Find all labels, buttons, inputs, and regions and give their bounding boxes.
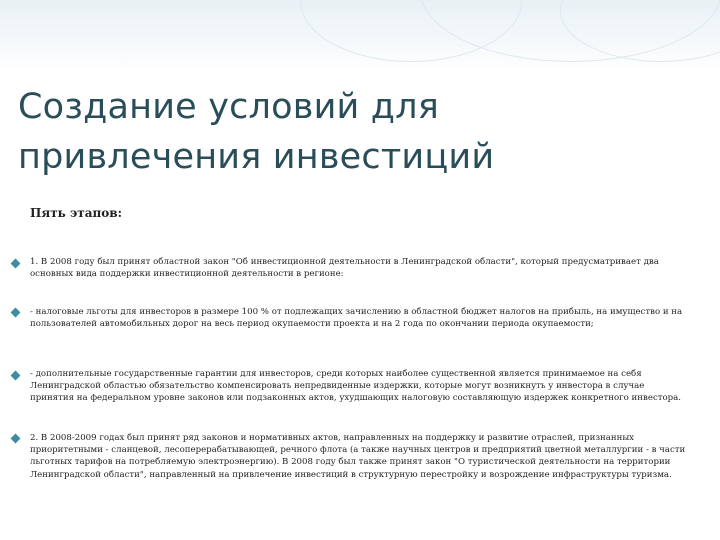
bullet-marker: [11, 308, 21, 318]
slide-subtitle: Пять этапов:: [30, 206, 123, 220]
bullet-marker: [11, 259, 21, 269]
list-item: 2. В 2008-2009 годах был принят ряд законов и нормативных актов, направленных на поддержку и развитие отраслей, признанных приоритетными - сланцевой, лесоперерабатывающей, речного флота (а также научных центров и предприятий цветной металлургии - в части льготных тарифов на потребляемую электроэнергию). В 2008 году был также принят закон "О туристической деятельности на территории Ленинградской области", направленный на привлечение инвестиций в структурную перестройку и возрождение инфраструктуры туризма.: [30, 433, 686, 480]
bullet-marker: [11, 371, 21, 381]
list-item: 1. В 2008 году был принят областной закон "Об инвестиционной деятельности в Ленинградской области", который предусматривает два основных вида поддержки инвестиционной деятельности в регионе:: [30, 257, 659, 280]
list-item: - дополнительные государственные гарантии для инвесторов, среди которых наиболее существенной является принимаемое на себя Ленинградской областью обязательство компенсировать непредвиденные издержки, которые могут возникнуть у инвестора в случае принятия на федеральном уровне законов или подзаконных актов, ухудшающих налоговую составляющую издержек конкретного инвестора.: [30, 369, 682, 404]
list-item: - налоговые льготы для инвесторов в размере 100 % от подлежащих зачислению в областной бюджет налогов на прибыль, на имущество и на пользователей автомобильных дорог на весь период окупаемости проекта и на 2 года по окончании периода окупаемости;: [30, 307, 683, 330]
header-background: [0, 0, 720, 72]
bullet-marker: [11, 434, 21, 444]
title-line-2: привлечения инвестиций: [18, 137, 495, 177]
title-line-1: Создание условий для: [18, 87, 440, 127]
slide-title: [18, 82, 708, 182]
